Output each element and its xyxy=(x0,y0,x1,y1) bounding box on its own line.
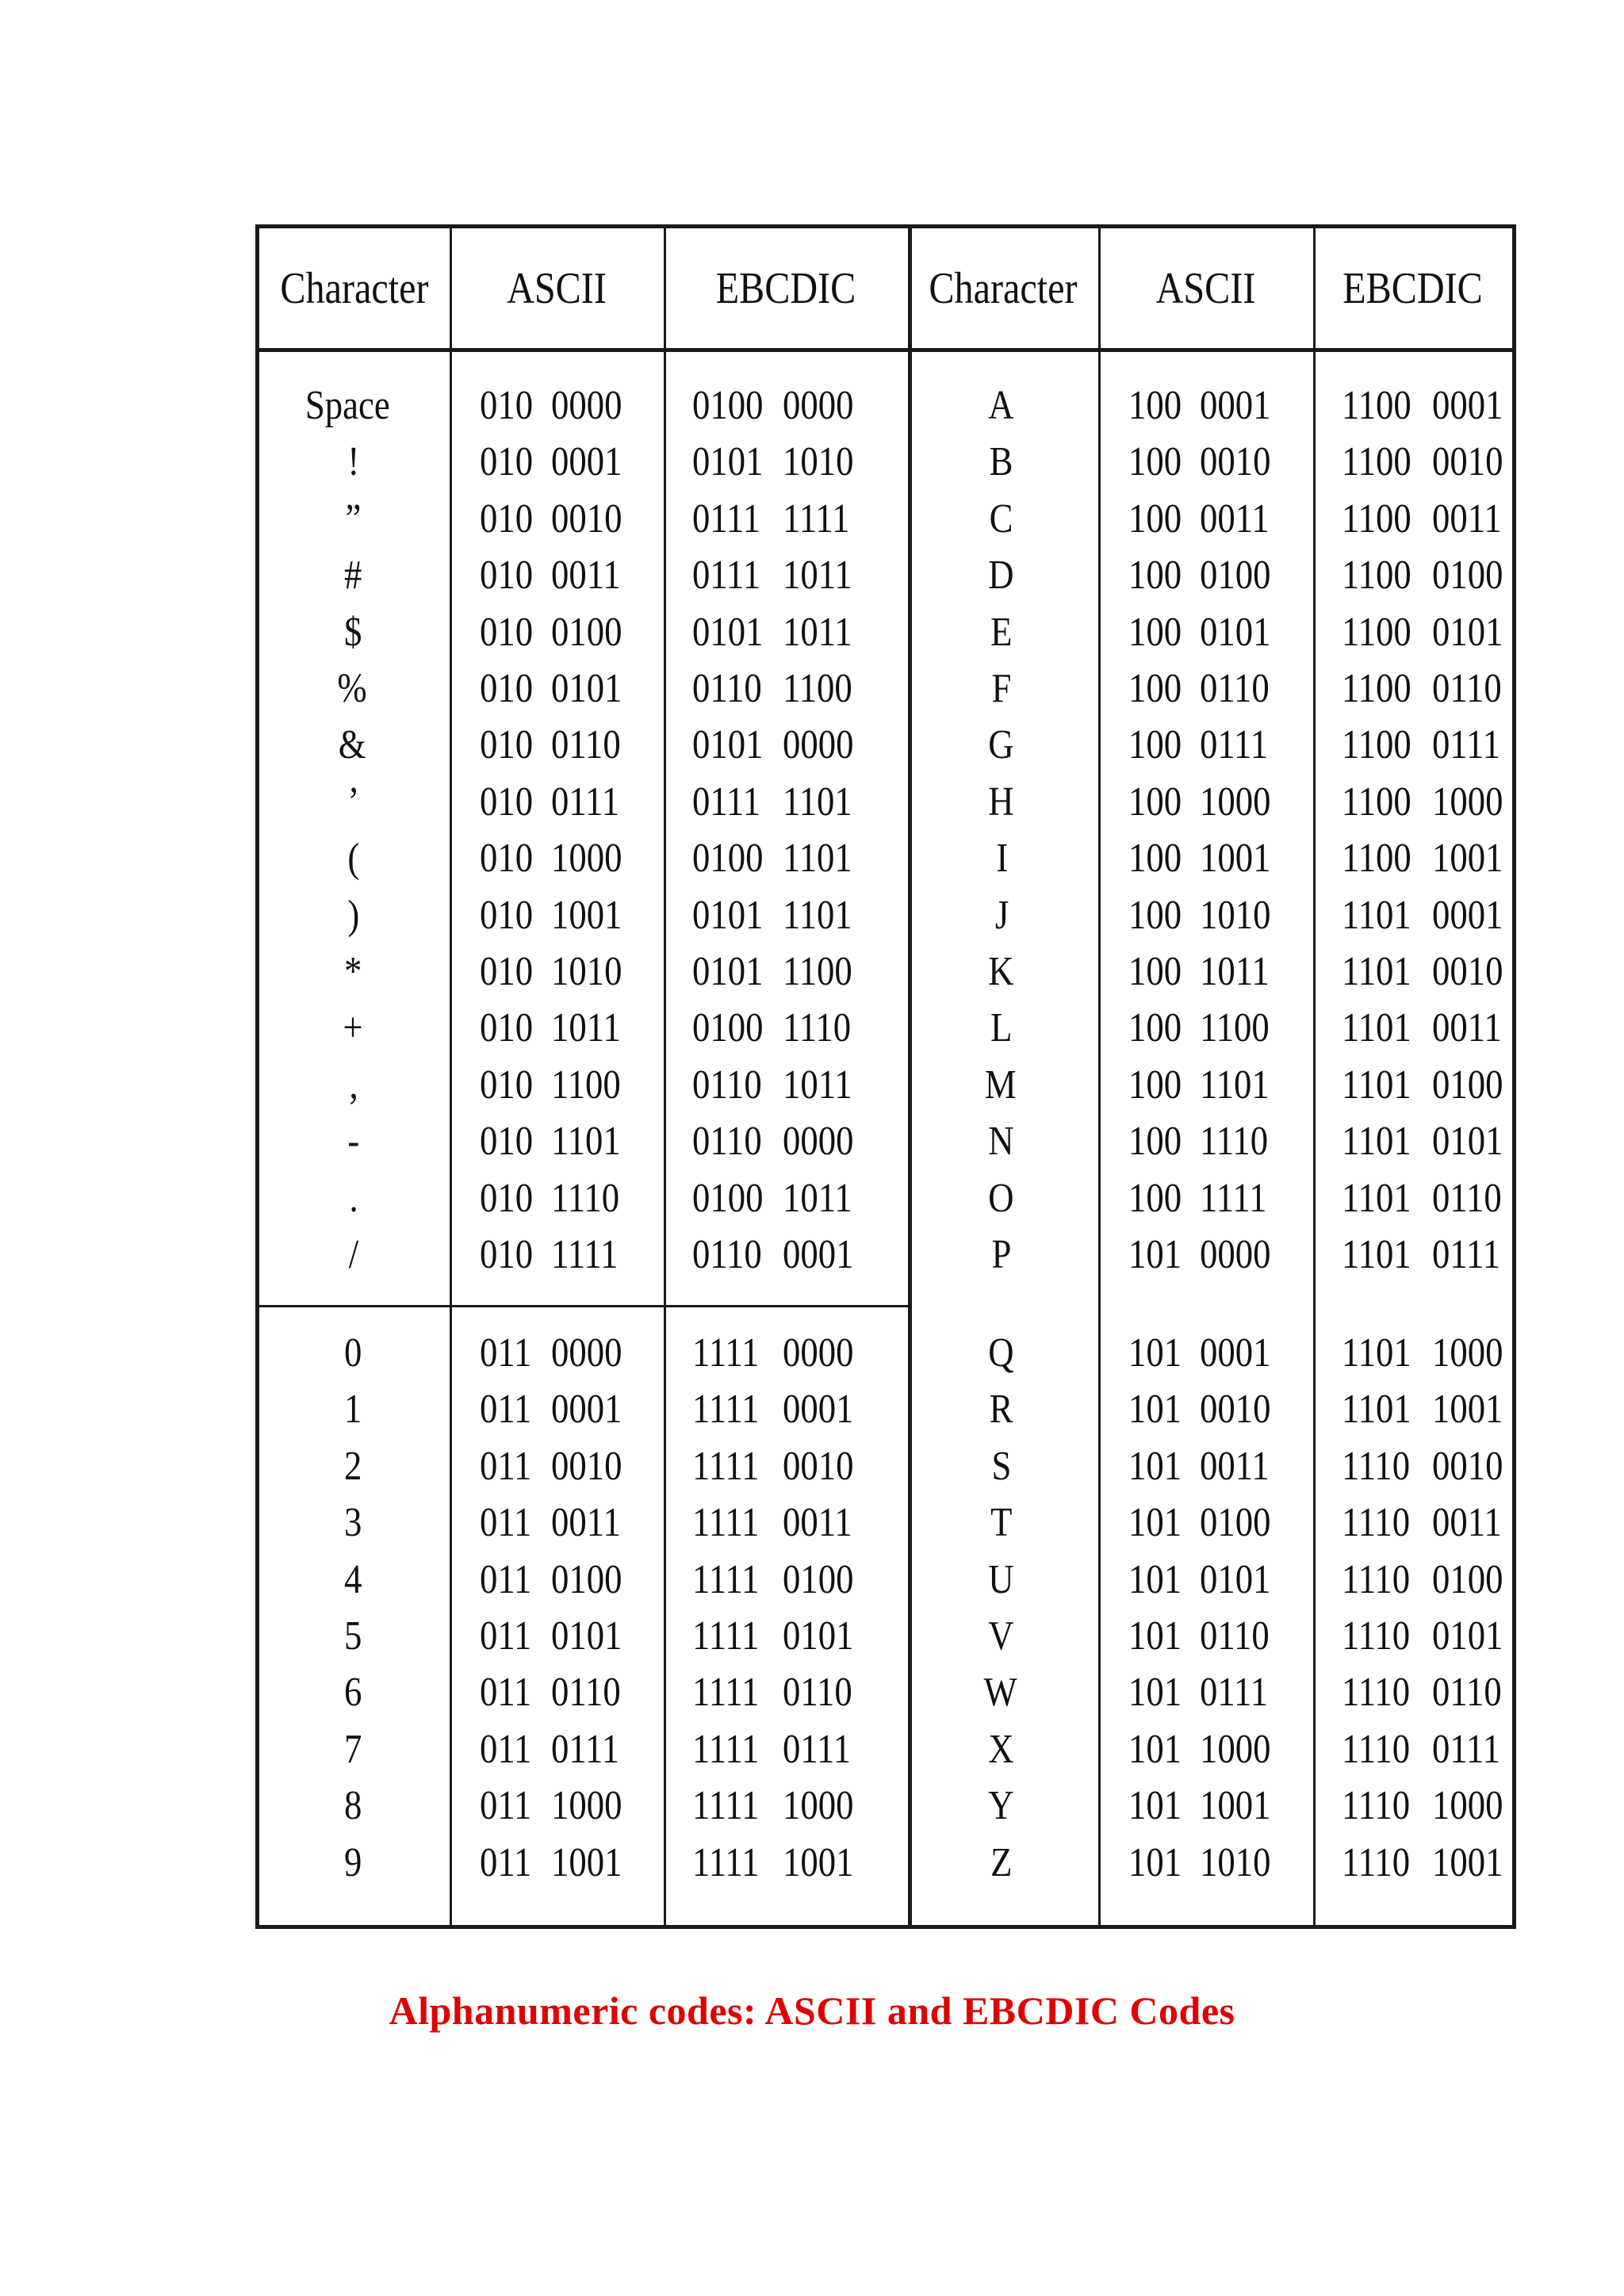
ascii-low-bits: 1001 xyxy=(1200,836,1271,882)
ascii-high-bits: 101 xyxy=(1128,1726,1182,1772)
ebcdic-high-bits: 1110 xyxy=(1342,1726,1411,1772)
ascii-low-bits: 0101 xyxy=(551,1613,622,1659)
ebcdic-high-bits: 0110 xyxy=(692,1232,762,1277)
character-cell: 3 xyxy=(344,1500,362,1546)
ascii-low-bits: 1111 xyxy=(551,1232,619,1277)
character-cell: L xyxy=(990,1005,1013,1051)
ascii-low-bits: 0101 xyxy=(1200,609,1271,655)
ascii-high-bits: 010 xyxy=(480,1175,534,1221)
ebcdic-high-bits: 1101 xyxy=(1342,1062,1411,1108)
ebcdic-low-bits: 0111 xyxy=(783,1726,852,1772)
ascii-high-bits: 101 xyxy=(1128,1670,1182,1716)
ebcdic-high-bits: 0101 xyxy=(692,439,764,485)
character-cell: D xyxy=(988,553,1014,599)
ascii-low-bits: 0000 xyxy=(551,1330,622,1376)
ascii-high-bits: 011 xyxy=(480,1443,532,1489)
ebcdic-high-bits: 0101 xyxy=(692,949,764,994)
ebcdic-high-bits: 1111 xyxy=(692,1387,760,1433)
character-cell: ) xyxy=(347,892,360,938)
character-cell: ” xyxy=(345,496,362,541)
ascii-low-bits: 0010 xyxy=(1200,1387,1271,1433)
ebcdic-high-bits: 0110 xyxy=(692,1119,762,1165)
ebcdic-high-bits: 1100 xyxy=(1342,496,1411,541)
ebcdic-high-bits: 1110 xyxy=(1342,1443,1411,1489)
ascii-low-bits: 1101 xyxy=(551,1119,621,1165)
ascii-low-bits: 1010 xyxy=(1200,892,1271,938)
ascii-low-bits: 0011 xyxy=(551,1500,621,1546)
character-cell: % xyxy=(337,666,367,711)
ebcdic-low-bits: 0110 xyxy=(1432,1670,1502,1716)
character-cell: + xyxy=(343,1005,363,1051)
ebcdic-high-bits: 1100 xyxy=(1342,779,1411,825)
ebcdic-low-bits: 1110 xyxy=(783,1005,852,1051)
character-cell: F xyxy=(991,666,1012,711)
ascii-low-bits: 1100 xyxy=(551,1062,621,1108)
ascii-high-bits: 010 xyxy=(480,779,534,825)
ascii-low-bits: 0010 xyxy=(1200,439,1271,485)
character-cell: 1 xyxy=(344,1387,362,1433)
ascii-high-bits: 011 xyxy=(480,1726,532,1772)
ebcdic-low-bits: 0101 xyxy=(783,1613,854,1659)
character-cell: W xyxy=(983,1670,1017,1716)
ebcdic-low-bits: 1111 xyxy=(783,496,850,541)
ebcdic-low-bits: 1100 xyxy=(783,666,852,711)
ebcdic-low-bits: 0000 xyxy=(783,1330,854,1376)
ebcdic-high-bits: 1101 xyxy=(1342,892,1411,938)
ebcdic-low-bits: 1001 xyxy=(1432,836,1503,882)
ascii-low-bits: 0001 xyxy=(551,1387,622,1433)
ascii-high-bits: 101 xyxy=(1128,1387,1182,1433)
ebcdic-low-bits: 0110 xyxy=(783,1670,852,1716)
character-cell: # xyxy=(344,553,362,599)
character-cell: N xyxy=(988,1119,1014,1165)
ebcdic-low-bits: 0010 xyxy=(1432,1443,1503,1489)
ascii-high-bits: 100 xyxy=(1128,836,1182,882)
ebcdic-low-bits: 1010 xyxy=(783,439,854,485)
ascii-high-bits: 010 xyxy=(480,609,534,655)
ascii-low-bits: 1111 xyxy=(1200,1175,1267,1221)
character-cell: A xyxy=(988,383,1014,428)
ebcdic-low-bits: 0010 xyxy=(783,1443,854,1489)
ascii-low-bits: 0111 xyxy=(551,1726,620,1772)
ascii-high-bits: 100 xyxy=(1128,439,1182,485)
ebcdic-low-bits: 1000 xyxy=(1432,1330,1503,1376)
character-cell: 6 xyxy=(344,1670,362,1716)
ebcdic-high-bits: 1100 xyxy=(1342,836,1411,882)
ascii-high-bits: 101 xyxy=(1128,1232,1182,1277)
caption: Alphanumeric codes: ASCII and EBCDIC Codes xyxy=(389,1988,1235,2033)
ascii-low-bits: 0101 xyxy=(551,666,622,711)
character-cell: ( xyxy=(347,836,360,882)
ebcdic-high-bits: 0100 xyxy=(692,383,764,428)
ascii-low-bits: 0010 xyxy=(551,496,622,541)
column-rule xyxy=(664,228,666,1925)
character-cell: I xyxy=(996,836,1009,882)
ascii-high-bits: 010 xyxy=(480,722,534,768)
ebcdic-high-bits: 1111 xyxy=(692,1839,760,1885)
ebcdic-low-bits: 1011 xyxy=(783,609,852,655)
ascii-high-bits: 100 xyxy=(1128,1119,1182,1165)
ascii-low-bits: 0011 xyxy=(1200,1443,1270,1489)
ascii-high-bits: 011 xyxy=(480,1783,532,1829)
character-cell: C xyxy=(989,496,1013,541)
ascii-high-bits: 010 xyxy=(480,1232,534,1277)
ascii-low-bits: 1100 xyxy=(1200,1005,1270,1051)
ebcdic-high-bits: 1100 xyxy=(1342,609,1411,655)
ebcdic-high-bits: 1110 xyxy=(1342,1783,1411,1829)
character-cell: U xyxy=(988,1556,1014,1602)
ebcdic-high-bits: 1111 xyxy=(692,1613,760,1659)
character-cell: Space xyxy=(304,383,390,428)
ascii-high-bits: 011 xyxy=(480,1556,532,1602)
ebcdic-low-bits: 0100 xyxy=(1432,1556,1503,1602)
character-cell: 0 xyxy=(344,1330,362,1376)
ascii-low-bits: 1011 xyxy=(1200,949,1270,994)
ascii-low-bits: 0010 xyxy=(551,1443,622,1489)
ebcdic-low-bits: 0000 xyxy=(783,722,854,768)
ebcdic-low-bits: 0101 xyxy=(1432,1613,1503,1659)
ebcdic-low-bits: 1001 xyxy=(1432,1387,1503,1433)
ascii-low-bits: 1000 xyxy=(551,1783,622,1829)
ebcdic-low-bits: 0000 xyxy=(783,383,854,428)
ascii-high-bits: 100 xyxy=(1128,1175,1182,1221)
character-cell: 7 xyxy=(344,1726,362,1772)
column-header: ASCII xyxy=(1155,263,1256,313)
character-cell: G xyxy=(988,722,1014,768)
ascii-low-bits: 0100 xyxy=(1200,1500,1271,1546)
character-cell: B xyxy=(989,439,1013,485)
ebcdic-high-bits: 1111 xyxy=(692,1556,760,1602)
character-cell: 8 xyxy=(344,1783,362,1829)
ascii-high-bits: 100 xyxy=(1128,892,1182,938)
ebcdic-high-bits: 1101 xyxy=(1342,949,1411,994)
ascii-high-bits: 100 xyxy=(1128,609,1182,655)
ebcdic-high-bits: 0101 xyxy=(692,892,764,938)
ascii-high-bits: 010 xyxy=(480,496,534,541)
ascii-high-bits: 010 xyxy=(480,553,534,599)
ebcdic-low-bits: 1100 xyxy=(783,949,852,994)
ascii-high-bits: 010 xyxy=(480,949,534,994)
ebcdic-low-bits: 0001 xyxy=(783,1387,854,1433)
ascii-low-bits: 0111 xyxy=(1200,722,1269,768)
ascii-low-bits: 0011 xyxy=(551,553,621,599)
ascii-low-bits: 0001 xyxy=(1200,383,1271,428)
character-cell: R xyxy=(989,1387,1013,1433)
code-table xyxy=(255,224,1516,1929)
ascii-high-bits: 100 xyxy=(1128,779,1182,825)
character-cell: Q xyxy=(988,1330,1014,1376)
ascii-high-bits: 010 xyxy=(480,383,534,428)
ascii-low-bits: 1001 xyxy=(551,892,622,938)
ascii-high-bits: 100 xyxy=(1128,383,1182,428)
ebcdic-high-bits: 0101 xyxy=(692,722,764,768)
ascii-high-bits: 100 xyxy=(1128,722,1182,768)
ascii-low-bits: 0110 xyxy=(1200,666,1270,711)
ascii-low-bits: 1000 xyxy=(1200,1726,1271,1772)
character-cell: ! xyxy=(347,439,360,485)
ebcdic-low-bits: 0111 xyxy=(1432,1232,1501,1277)
ebcdic-low-bits: 0011 xyxy=(1432,1500,1502,1546)
ebcdic-low-bits: 0101 xyxy=(1432,609,1503,655)
ebcdic-low-bits: 1011 xyxy=(783,1175,852,1221)
ebcdic-low-bits: 0001 xyxy=(783,1232,854,1277)
ascii-high-bits: 101 xyxy=(1128,1613,1182,1659)
ascii-low-bits: 0000 xyxy=(1200,1232,1271,1277)
ascii-low-bits: 0100 xyxy=(1200,553,1271,599)
ascii-high-bits: 010 xyxy=(480,439,534,485)
ebcdic-high-bits: 1111 xyxy=(692,1330,760,1376)
character-cell: V xyxy=(988,1613,1014,1659)
ascii-low-bits: 1000 xyxy=(551,836,622,882)
character-cell: K xyxy=(988,949,1014,994)
column-header: EBCDIC xyxy=(1342,263,1483,313)
character-cell: H xyxy=(988,779,1014,825)
character-cell: $ xyxy=(344,609,362,655)
ascii-low-bits: 0101 xyxy=(1200,1556,1271,1602)
ebcdic-low-bits: 0100 xyxy=(1432,1062,1503,1108)
character-cell: Z xyxy=(990,1839,1013,1885)
ebcdic-high-bits: 1111 xyxy=(692,1783,760,1829)
ebcdic-low-bits: 1000 xyxy=(1432,1783,1503,1829)
ascii-low-bits: 1010 xyxy=(1200,1839,1271,1885)
ascii-high-bits: 011 xyxy=(480,1500,532,1546)
character-cell: , xyxy=(349,1062,358,1108)
ebcdic-low-bits: 1001 xyxy=(1432,1839,1503,1885)
ebcdic-low-bits: 0010 xyxy=(1432,439,1503,485)
ebcdic-low-bits: 0111 xyxy=(1432,722,1501,768)
ebcdic-low-bits: 0001 xyxy=(1432,383,1503,428)
ebcdic-high-bits: 1110 xyxy=(1342,1500,1411,1546)
ebcdic-low-bits: 0110 xyxy=(1432,1175,1502,1221)
ascii-high-bits: 011 xyxy=(480,1387,532,1433)
character-cell: - xyxy=(347,1119,360,1165)
ebcdic-high-bits: 1101 xyxy=(1342,1175,1411,1221)
ascii-high-bits: 100 xyxy=(1128,666,1182,711)
ascii-low-bits: 1001 xyxy=(551,1839,622,1885)
ebcdic-high-bits: 1111 xyxy=(692,1443,760,1489)
column-header: Character xyxy=(929,263,1078,313)
ascii-high-bits: 101 xyxy=(1128,1330,1182,1376)
character-cell: T xyxy=(990,1500,1013,1546)
ascii-high-bits: 100 xyxy=(1128,1005,1182,1051)
character-cell: ’ xyxy=(347,779,360,825)
ebcdic-high-bits: 1100 xyxy=(1342,383,1411,428)
ascii-low-bits: 0110 xyxy=(551,1670,621,1716)
ebcdic-high-bits: 1101 xyxy=(1342,1005,1411,1051)
ebcdic-low-bits: 0000 xyxy=(783,1119,854,1165)
character-cell: 2 xyxy=(344,1443,362,1489)
ebcdic-low-bits: 1001 xyxy=(783,1839,854,1885)
character-cell: . xyxy=(349,1175,358,1221)
ebcdic-low-bits: 1000 xyxy=(1432,779,1503,825)
column-rule xyxy=(1313,228,1316,1925)
ebcdic-low-bits: 0100 xyxy=(783,1556,854,1602)
ascii-low-bits: 1011 xyxy=(551,1005,621,1051)
ebcdic-high-bits: 0111 xyxy=(692,779,761,825)
ascii-high-bits: 010 xyxy=(480,666,534,711)
ascii-high-bits: 010 xyxy=(480,1005,534,1051)
character-cell: J xyxy=(994,892,1009,938)
ebcdic-high-bits: 1101 xyxy=(1342,1330,1411,1376)
character-cell: E xyxy=(990,609,1013,655)
ebcdic-high-bits: 1101 xyxy=(1342,1387,1411,1433)
ebcdic-high-bits: 1111 xyxy=(692,1670,760,1716)
ebcdic-low-bits: 0111 xyxy=(1432,1726,1501,1772)
ascii-high-bits: 011 xyxy=(480,1839,532,1885)
ebcdic-high-bits: 0100 xyxy=(692,836,764,882)
character-cell: / xyxy=(348,1232,359,1277)
ascii-high-bits: 010 xyxy=(480,1062,534,1108)
ebcdic-high-bits: 0100 xyxy=(692,1005,764,1051)
ebcdic-high-bits: 1111 xyxy=(692,1500,760,1546)
ascii-low-bits: 0111 xyxy=(1200,1670,1269,1716)
ascii-low-bits: 0011 xyxy=(1200,496,1270,541)
ebcdic-low-bits: 0101 xyxy=(1432,1119,1503,1165)
section-rule xyxy=(259,1305,908,1307)
column-header: ASCII xyxy=(507,263,607,313)
ebcdic-high-bits: 1100 xyxy=(1342,553,1411,599)
character-cell: O xyxy=(988,1175,1014,1221)
ebcdic-high-bits: 1100 xyxy=(1342,439,1411,485)
ebcdic-high-bits: 1100 xyxy=(1342,722,1411,768)
ascii-high-bits: 100 xyxy=(1128,553,1182,599)
character-cell: S xyxy=(991,1443,1012,1489)
ascii-high-bits: 101 xyxy=(1128,1443,1182,1489)
ebcdic-high-bits: 0110 xyxy=(692,1062,762,1108)
character-cell: * xyxy=(344,949,362,994)
ebcdic-high-bits: 0111 xyxy=(692,496,761,541)
ascii-low-bits: 0000 xyxy=(551,383,622,428)
ascii-high-bits: 010 xyxy=(480,892,534,938)
ebcdic-low-bits: 0011 xyxy=(783,1500,852,1546)
ebcdic-high-bits: 0110 xyxy=(692,666,762,711)
header-rule xyxy=(259,348,1512,352)
ebcdic-low-bits: 1101 xyxy=(783,779,852,825)
ascii-high-bits: 101 xyxy=(1128,1500,1182,1546)
ebcdic-low-bits: 0011 xyxy=(1432,1005,1502,1051)
ebcdic-low-bits: 0011 xyxy=(1432,496,1502,541)
ascii-low-bits: 1010 xyxy=(551,949,622,994)
ebcdic-low-bits: 1011 xyxy=(783,1062,852,1108)
ascii-high-bits: 011 xyxy=(480,1613,532,1659)
ascii-low-bits: 0110 xyxy=(1200,1613,1270,1659)
ascii-low-bits: 0001 xyxy=(551,439,622,485)
ebcdic-high-bits: 1110 xyxy=(1342,1556,1411,1602)
character-cell: X xyxy=(988,1726,1014,1772)
ebcdic-high-bits: 1111 xyxy=(692,1726,760,1772)
ebcdic-low-bits: 0110 xyxy=(1432,666,1502,711)
ascii-low-bits: 0001 xyxy=(1200,1330,1271,1376)
column-rule xyxy=(450,228,452,1925)
character-cell: 5 xyxy=(344,1613,362,1659)
character-cell: 9 xyxy=(344,1839,362,1885)
ascii-high-bits: 010 xyxy=(480,836,534,882)
ebcdic-low-bits: 0010 xyxy=(1432,949,1503,994)
character-cell: P xyxy=(991,1232,1012,1277)
ebcdic-high-bits: 1101 xyxy=(1342,1232,1411,1277)
ebcdic-low-bits: 1000 xyxy=(783,1783,854,1829)
ascii-low-bits: 1110 xyxy=(1200,1119,1269,1165)
column-header: Character xyxy=(280,263,429,313)
ascii-high-bits: 100 xyxy=(1128,949,1182,994)
ebcdic-high-bits: 0111 xyxy=(692,553,761,599)
ascii-low-bits: 1101 xyxy=(1200,1062,1270,1108)
ebcdic-low-bits: 1101 xyxy=(783,836,852,882)
ebcdic-high-bits: 1110 xyxy=(1342,1839,1411,1885)
ebcdic-high-bits: 0100 xyxy=(692,1175,764,1221)
ascii-high-bits: 100 xyxy=(1128,1062,1182,1108)
column-rule xyxy=(1098,228,1101,1925)
ascii-low-bits: 0100 xyxy=(551,1556,622,1602)
ebcdic-high-bits: 1110 xyxy=(1342,1670,1411,1716)
ascii-high-bits: 101 xyxy=(1128,1839,1182,1885)
ascii-low-bits: 0110 xyxy=(551,722,621,768)
ebcdic-high-bits: 1110 xyxy=(1342,1613,1411,1659)
ascii-low-bits: 1110 xyxy=(551,1175,620,1221)
character-cell: 4 xyxy=(344,1556,362,1602)
column-rule xyxy=(908,228,912,1925)
ascii-low-bits: 0111 xyxy=(551,779,620,825)
ebcdic-low-bits: 0100 xyxy=(1432,553,1503,599)
ebcdic-high-bits: 0101 xyxy=(692,609,764,655)
ebcdic-high-bits: 1101 xyxy=(1342,1119,1411,1165)
ascii-high-bits: 011 xyxy=(480,1670,532,1716)
ebcdic-low-bits: 1011 xyxy=(783,553,852,599)
ascii-high-bits: 101 xyxy=(1128,1556,1182,1602)
ascii-high-bits: 011 xyxy=(480,1330,532,1376)
ebcdic-high-bits: 1100 xyxy=(1342,666,1411,711)
ascii-high-bits: 101 xyxy=(1128,1783,1182,1829)
ebcdic-low-bits: 1101 xyxy=(783,892,852,938)
ascii-low-bits: 0100 xyxy=(551,609,622,655)
character-cell: Y xyxy=(988,1783,1014,1829)
ascii-low-bits: 1000 xyxy=(1200,779,1271,825)
ebcdic-low-bits: 0001 xyxy=(1432,892,1503,938)
column-header: EBCDIC xyxy=(715,263,856,313)
ascii-low-bits: 1001 xyxy=(1200,1783,1271,1829)
ascii-high-bits: 010 xyxy=(480,1119,534,1165)
character-cell: & xyxy=(338,722,366,768)
ascii-high-bits: 100 xyxy=(1128,496,1182,541)
character-cell: M xyxy=(984,1062,1017,1108)
